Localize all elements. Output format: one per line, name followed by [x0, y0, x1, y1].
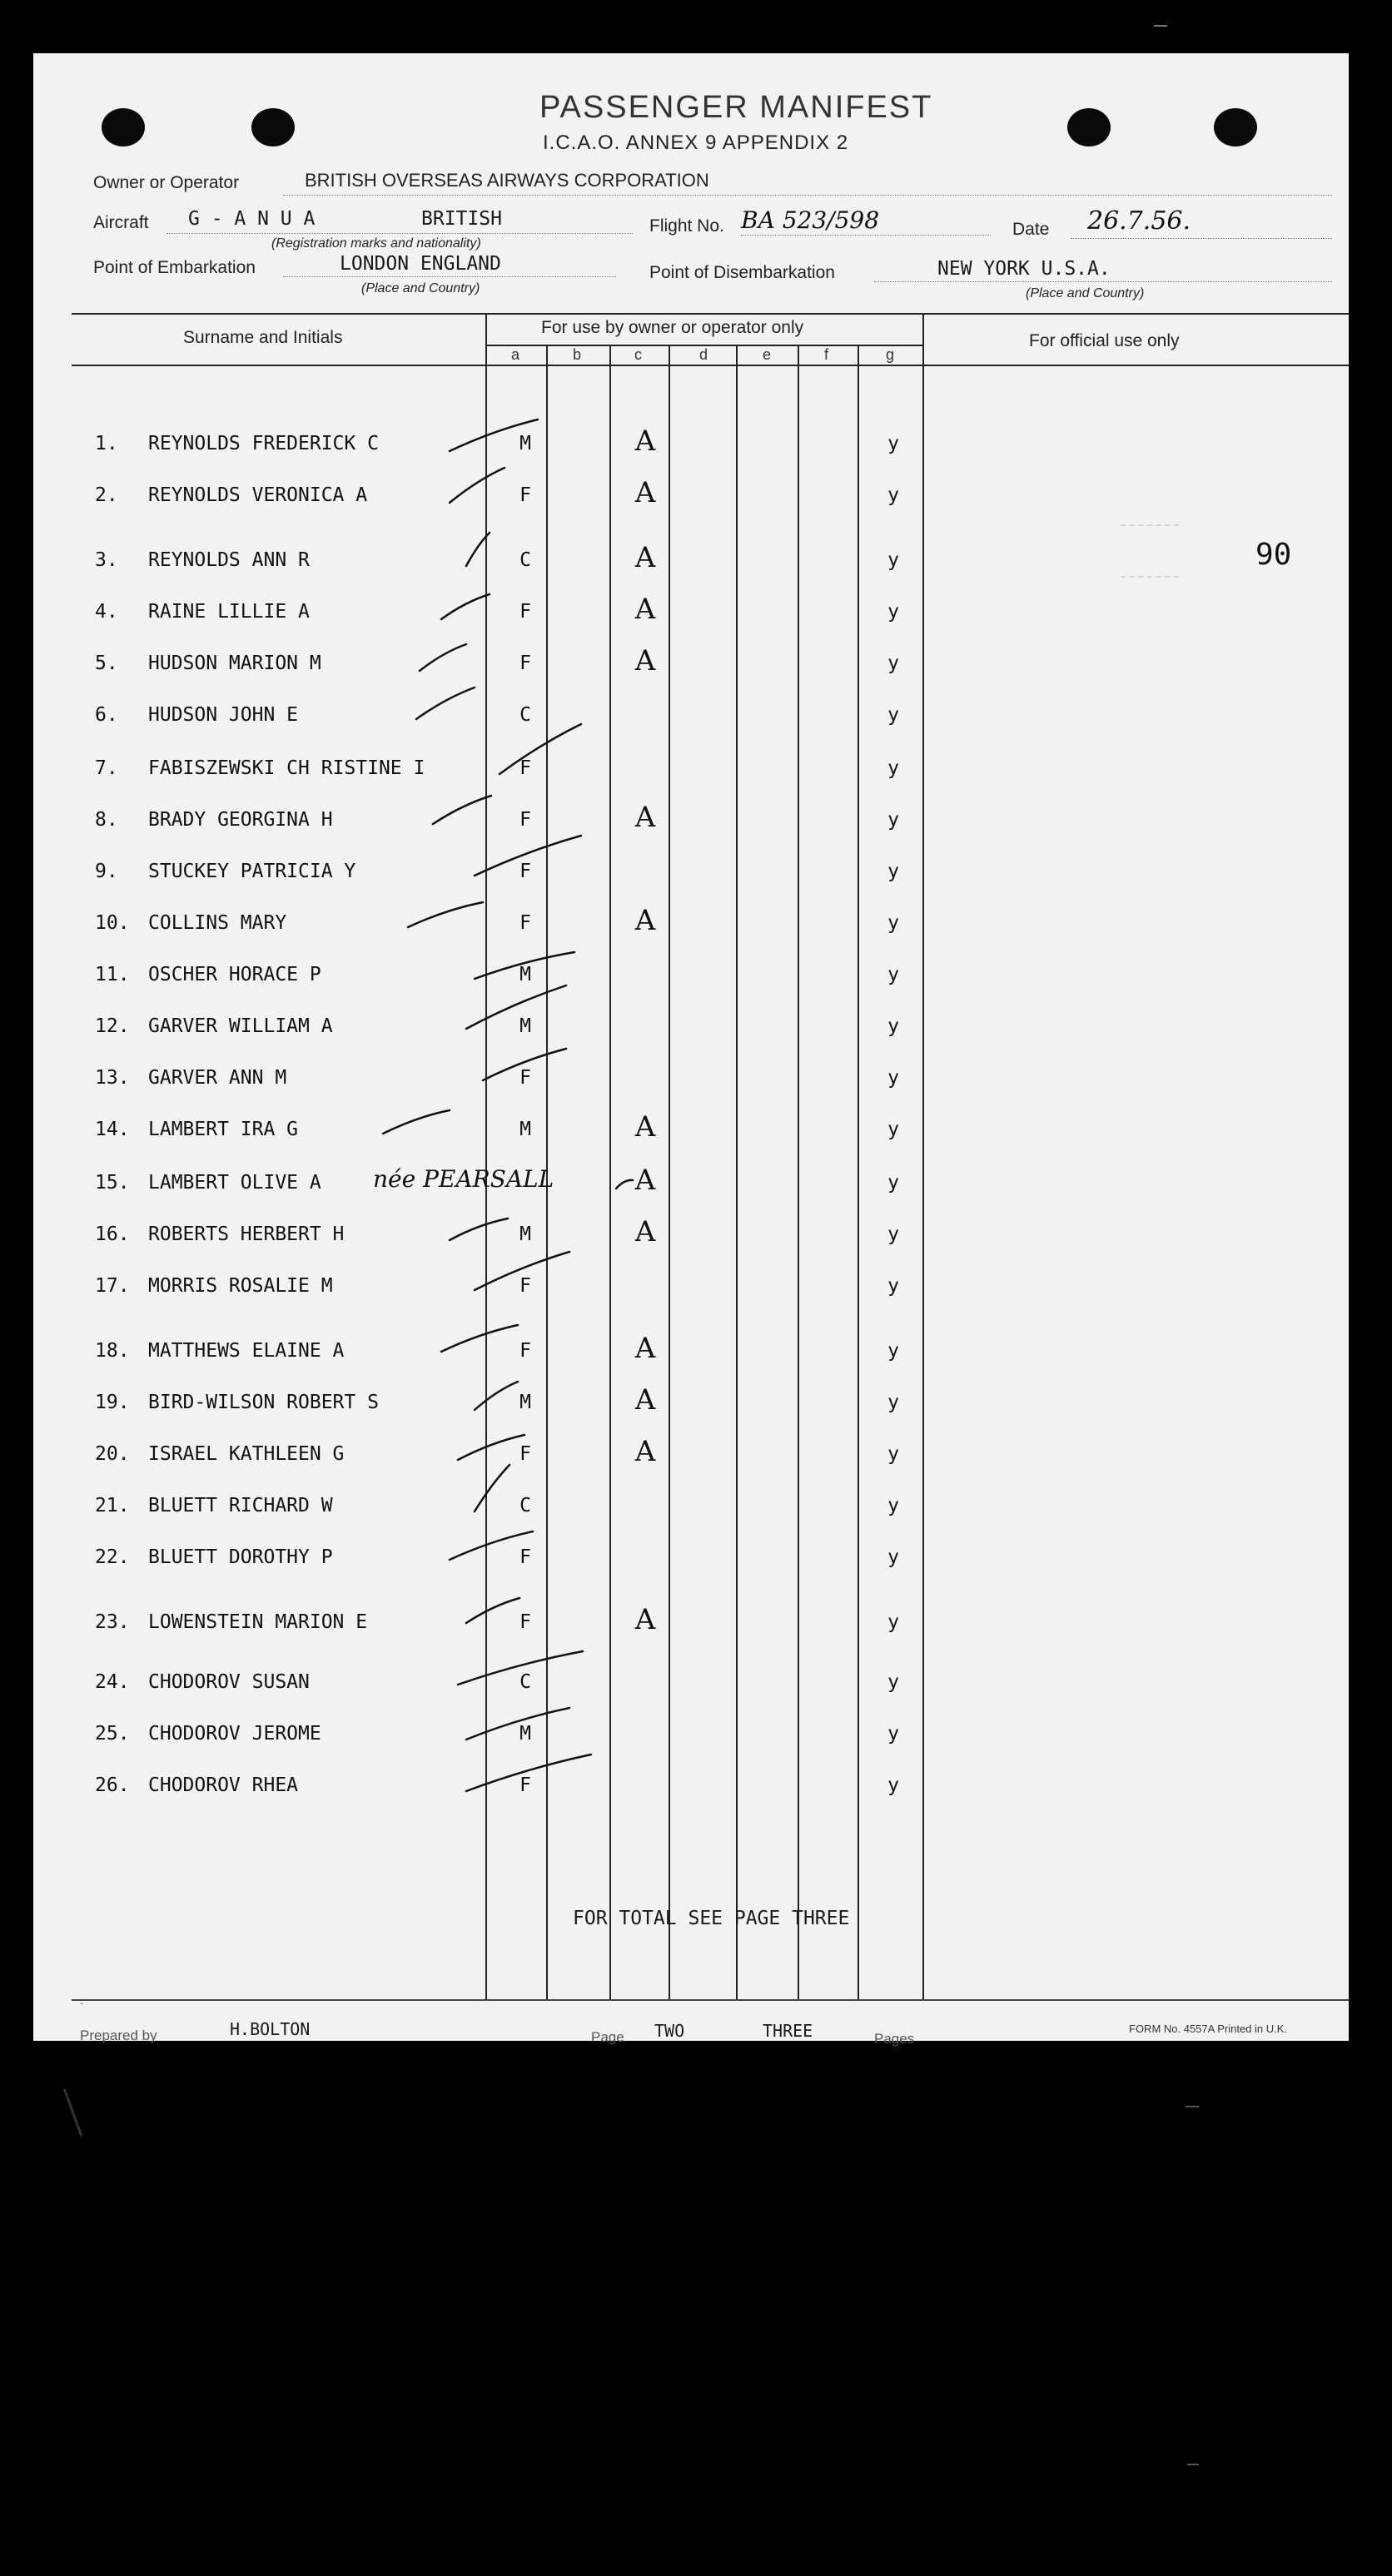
passenger-name: REYNOLDS FREDERICK C	[148, 433, 379, 454]
column-g-mark: y	[887, 1015, 899, 1037]
check-stroke	[458, 1651, 583, 1685]
form-number: FORM No. 4557A Printed in U.K.	[1129, 2023, 1288, 2035]
passenger-sex: F	[520, 809, 531, 831]
check-stroke	[450, 1531, 533, 1560]
check-stroke	[458, 1435, 524, 1460]
passenger-name: ISRAEL KATHLEEN G	[148, 1443, 345, 1465]
passenger-sex: F	[520, 601, 531, 623]
passenger-sex: F	[520, 912, 531, 934]
check-stroke	[420, 644, 466, 671]
row-number: 8.	[95, 809, 118, 831]
scan-mark	[1186, 2106, 1199, 2107]
passenger-name: CHODOROV RHEA	[148, 1774, 299, 1796]
row-number: 9.	[95, 861, 118, 882]
row-number: 16.	[95, 1223, 130, 1245]
sub-col-d: d	[699, 346, 708, 363]
column-g-mark: y	[887, 1443, 899, 1465]
sub-col-c: c	[634, 346, 642, 363]
passenger-name: LAMBERT IRA G	[148, 1119, 299, 1140]
row-number: 14.	[95, 1119, 130, 1140]
column-g-mark: y	[887, 1671, 899, 1693]
column-c-mark: A	[634, 1603, 656, 1636]
column-c-mark: A	[634, 541, 656, 574]
passenger-sex: F	[520, 1067, 531, 1089]
check-stroke	[466, 985, 566, 1029]
row-number: 18.	[95, 1340, 130, 1362]
column-g-mark: y	[887, 704, 899, 726]
column-g-mark: y	[887, 1223, 899, 1245]
row-number: 1.	[95, 433, 118, 454]
row-number: 17.	[95, 1275, 130, 1297]
passenger-name: STUCKEY PATRICIA Y	[148, 861, 356, 882]
column-g-mark: y	[887, 1067, 899, 1089]
check-stroke	[616, 1180, 633, 1189]
official-number: 90	[1255, 538, 1292, 572]
check-stroke	[450, 419, 538, 451]
row-number: 3.	[95, 549, 118, 571]
scan-mark	[1187, 2464, 1199, 2465]
handwritten-checkmarks	[33, 53, 1349, 2041]
check-stroke	[441, 594, 490, 619]
passenger-name: LAMBERT OLIVE A	[148, 1172, 321, 1194]
passenger-name: BRADY GEORGINA H	[148, 809, 333, 831]
check-stroke	[450, 468, 505, 503]
column-g-mark: y	[887, 1546, 899, 1568]
passenger-name: RAINE LILLIE A	[148, 601, 310, 623]
passenger-sex: M	[520, 1392, 531, 1413]
passenger-name: REYNOLDS ANN R	[148, 549, 310, 571]
passenger-name: BLUETT DOROTHY P	[148, 1546, 333, 1568]
sub-col-g: g	[886, 346, 895, 363]
passenger-sex: C	[520, 1495, 531, 1516]
sub-col-b: b	[573, 346, 582, 363]
manifest-sheet	[33, 53, 1349, 2047]
column-g-mark: y	[887, 964, 899, 985]
passenger-name: MATTHEWS ELAINE A	[148, 1340, 345, 1362]
passenger-sex: F	[520, 1443, 531, 1465]
owner-value: BRITISH OVERSEAS AIRWAYS CORPORATION	[305, 170, 709, 191]
passenger-name: COLLINS MARY	[148, 912, 287, 934]
check-stroke	[475, 1465, 510, 1511]
column-c-mark: A	[634, 1332, 656, 1365]
pages-label: Pages	[874, 2031, 915, 2047]
date-label: Date	[1012, 220, 1050, 239]
embarkation-value: LONDON ENGLAND	[340, 253, 501, 275]
passenger-sex: C	[520, 704, 531, 726]
column-g-mark: y	[887, 601, 899, 623]
row-number: 21.	[95, 1495, 130, 1516]
handwritten-annotation: née PEARSALL	[373, 1165, 554, 1193]
check-stroke	[475, 1382, 518, 1410]
total-note: FOR TOTAL SEE PAGE THREE	[573, 1908, 850, 1929]
row-number: 11.	[95, 964, 130, 985]
row-number: 24.	[95, 1671, 130, 1693]
disembarkation-note: (Place and Country)	[1026, 286, 1145, 300]
passenger-name: HUDSON JOHN E	[148, 704, 299, 726]
registration-note: (Registration marks and nationality)	[271, 236, 481, 251]
check-stroke	[383, 1110, 450, 1134]
passenger-sex: M	[520, 1223, 531, 1245]
passenger-sex: F	[520, 653, 531, 674]
passenger-sex: M	[520, 1119, 531, 1140]
check-stroke	[466, 1598, 520, 1623]
sub-col-a: a	[511, 346, 520, 363]
passenger-sex: F	[520, 484, 531, 506]
passenger-name: GARVER ANN M	[148, 1067, 287, 1089]
row-number: 19.	[95, 1392, 130, 1413]
row-number: 20.	[95, 1443, 130, 1465]
aircraft-label: Aircraft	[93, 213, 149, 232]
passenger-sex: F	[520, 1611, 531, 1633]
passenger-name: ROBERTS HERBERT H	[148, 1223, 345, 1245]
row-number: 6.	[95, 704, 118, 726]
prepared-value: H.BOLTON	[230, 2019, 311, 2039]
column-g-mark: y	[887, 484, 899, 506]
column-c-mark: A	[634, 1164, 656, 1197]
row-number: 15.	[95, 1172, 130, 1194]
passenger-sex: M	[520, 1723, 531, 1745]
col-header-official: For official use only	[1029, 331, 1180, 350]
column-c-mark: A	[634, 1435, 656, 1468]
column-g-mark: y	[887, 1119, 899, 1140]
passenger-name: REYNOLDS VERONICA A	[148, 484, 368, 506]
passenger-name: CHODOROV SUSAN	[148, 1671, 310, 1693]
passenger-sex: F	[520, 757, 531, 779]
check-stroke	[475, 1252, 569, 1290]
disembarkation-label: Point of Disembarkation	[649, 263, 835, 282]
aircraft-registration: G - A N U A	[188, 208, 316, 230]
scan-mark	[1154, 25, 1167, 27]
column-c-mark: A	[634, 801, 656, 834]
col-header-owner: For use by owner or operator only	[541, 318, 804, 337]
passenger-sex: F	[520, 861, 531, 882]
column-g-mark: y	[887, 549, 899, 571]
check-stroke	[441, 1325, 518, 1352]
passenger-sex: F	[520, 1546, 531, 1568]
passenger-sex: F	[520, 1340, 531, 1362]
check-stroke	[466, 1708, 569, 1740]
column-c-mark: A	[634, 424, 656, 458]
column-g-mark: y	[887, 912, 899, 934]
check-stroke	[483, 1049, 566, 1080]
row-number: 26.	[95, 1774, 130, 1796]
footer-mark: -	[80, 1996, 84, 2009]
passenger-sex: M	[520, 433, 531, 454]
column-g-mark: y	[887, 1275, 899, 1297]
row-number: 13.	[95, 1067, 130, 1089]
column-g-mark: y	[887, 1495, 899, 1516]
column-g-mark: y	[887, 1392, 899, 1413]
page-subtitle: I.C.A.O. ANNEX 9 APPENDIX 2	[543, 132, 849, 154]
page-value: TWO	[654, 2021, 685, 2041]
of-value: THREE	[763, 2021, 813, 2041]
column-c-mark: A	[634, 593, 656, 626]
prepared-label: Prepared by	[80, 2028, 157, 2043]
check-stroke	[475, 952, 574, 979]
column-g-mark: y	[887, 1611, 899, 1633]
disembarkation-value: NEW YORK U.S.A.	[937, 258, 1111, 280]
row-number: 5.	[95, 653, 118, 674]
owner-label: Owner or Operator	[93, 173, 240, 192]
column-g-mark: y	[887, 1340, 899, 1362]
passenger-sex: M	[520, 964, 531, 985]
row-number: 23.	[95, 1611, 130, 1633]
check-stroke	[416, 687, 475, 719]
column-g-mark: y	[887, 653, 899, 674]
passenger-sex: F	[520, 1275, 531, 1297]
column-c-mark: A	[634, 1215, 656, 1248]
column-g-mark: y	[887, 1774, 899, 1796]
passenger-name: HUDSON MARION M	[148, 653, 321, 674]
check-stroke	[408, 902, 483, 927]
column-g-mark: y	[887, 861, 899, 882]
embarkation-note: (Place and Country)	[361, 281, 480, 295]
passenger-sex: C	[520, 1671, 531, 1693]
row-number: 12.	[95, 1015, 130, 1037]
row-number: 4.	[95, 601, 118, 623]
sub-col-f: f	[824, 346, 829, 363]
check-stroke	[500, 724, 581, 774]
date-value: 26.7.56.	[1087, 206, 1191, 236]
passenger-name: BIRD-WILSON ROBERT S	[148, 1392, 379, 1413]
row-number: 10.	[95, 912, 130, 934]
column-g-mark: y	[887, 757, 899, 779]
scan-mark	[63, 2088, 82, 2136]
sub-col-e: e	[763, 346, 772, 363]
check-stroke	[466, 533, 490, 566]
check-stroke	[475, 836, 581, 876]
passenger-name: OSCHER HORACE P	[148, 964, 321, 985]
check-stroke	[466, 1755, 591, 1791]
check-stroke	[433, 796, 491, 824]
passenger-sex: M	[520, 1015, 531, 1037]
column-g-mark: y	[887, 1723, 899, 1745]
row-number: 22.	[95, 1546, 130, 1568]
check-stroke	[450, 1219, 508, 1240]
column-g-mark: y	[887, 1172, 899, 1194]
col-header-name: Surname and Initials	[183, 328, 343, 347]
passenger-name: FABISZEWSKI CH RISTINE I	[148, 757, 425, 779]
passenger-name: MORRIS ROSALIE M	[148, 1275, 333, 1297]
row-number: 7.	[95, 757, 118, 779]
column-c-mark: A	[634, 1110, 656, 1144]
passenger-sex: C	[520, 549, 531, 571]
page-label: Page	[591, 2029, 624, 2045]
embarkation-label: Point of Embarkation	[93, 258, 256, 277]
passenger-sex: F	[520, 1774, 531, 1796]
column-g-mark: y	[887, 433, 899, 454]
flight-number: BA 523/598	[741, 206, 880, 234]
column-c-mark: A	[634, 1383, 656, 1417]
passenger-name: BLUETT RICHARD W	[148, 1495, 333, 1516]
column-c-mark: A	[634, 644, 656, 678]
flight-label: Flight No.	[649, 216, 724, 236]
column-c-mark: A	[634, 476, 656, 509]
passenger-name: GARVER WILLIAM A	[148, 1015, 333, 1037]
passenger-name: LOWENSTEIN MARION E	[148, 1611, 368, 1633]
passenger-name: CHODOROV JEROME	[148, 1723, 321, 1745]
row-number: 2.	[95, 484, 118, 506]
column-c-mark: A	[634, 904, 656, 937]
row-number: 25.	[95, 1723, 130, 1745]
page-title: PASSENGER MANIFEST	[539, 90, 933, 125]
column-g-mark: y	[887, 809, 899, 831]
aircraft-nationality: BRITISH	[421, 208, 502, 230]
